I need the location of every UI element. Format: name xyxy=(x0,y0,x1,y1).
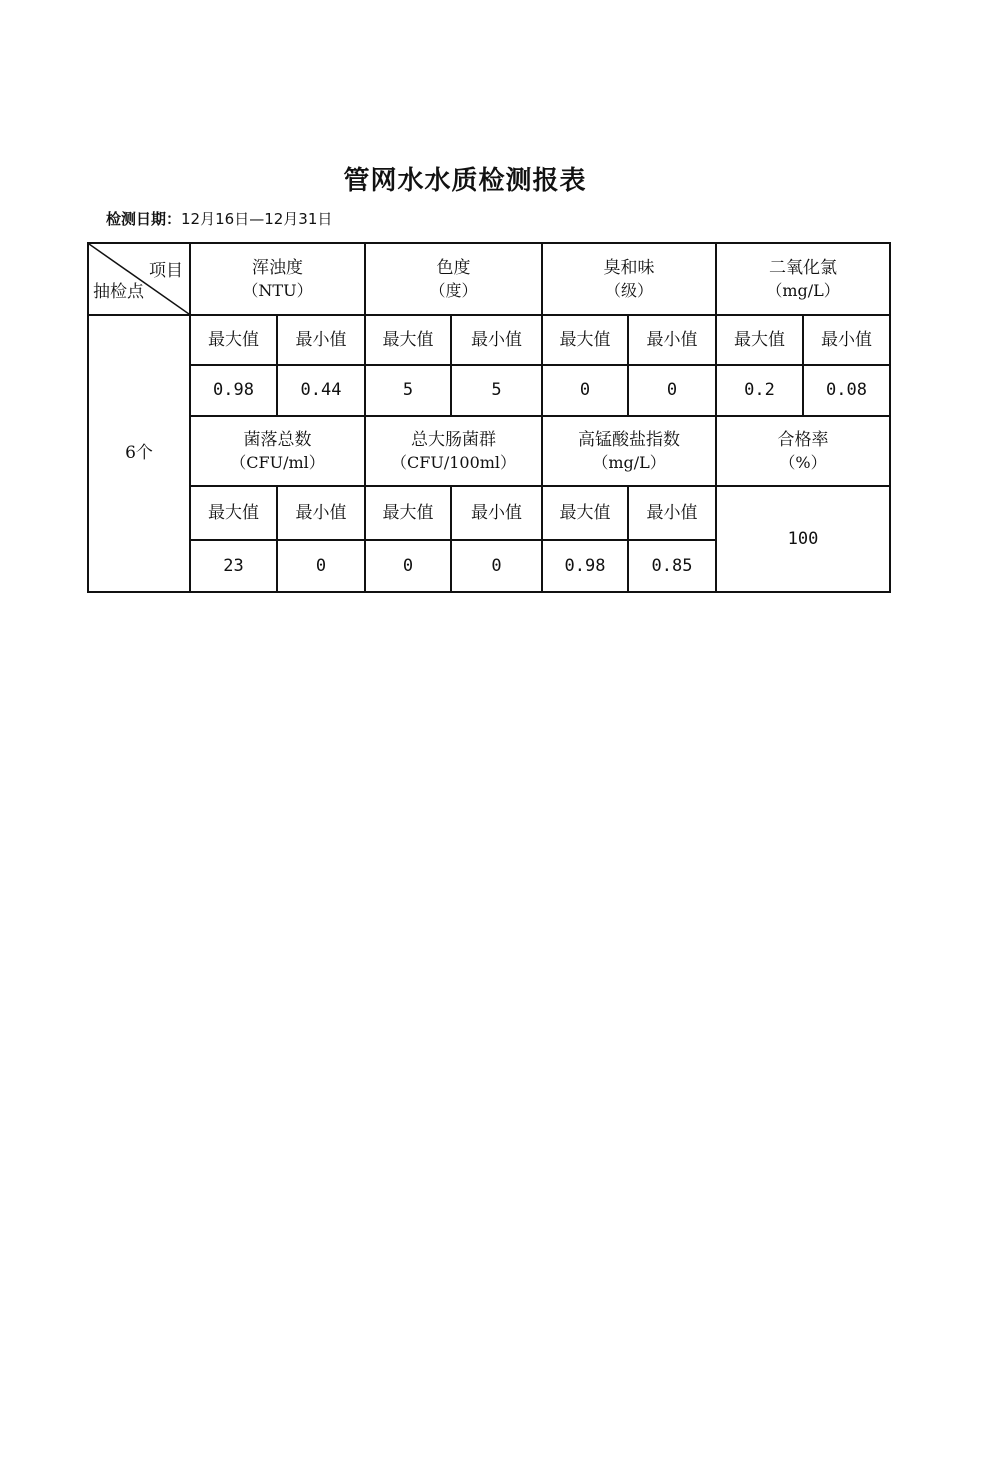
max-label: 最大值 xyxy=(716,315,803,365)
min-label: 最小值 xyxy=(628,315,716,365)
header-row-group1 xyxy=(88,243,890,315)
param-header-chroma: 色度 （度） xyxy=(365,243,542,315)
report-title: 管网水水质检测报表 xyxy=(343,166,587,196)
colony-count-max: 23 xyxy=(190,540,277,592)
min-label: 最小值 xyxy=(803,315,890,365)
param-header-permanganate-index: 高锰酸盐指数 （mg/L） xyxy=(542,416,716,486)
min-label: 最小值 xyxy=(277,315,365,365)
turbidity-max: 0.98 xyxy=(190,365,277,416)
permanganate-index-min: 0.85 xyxy=(628,540,716,592)
param-header-coliform: 总大肠菌群 （CFU/100ml） xyxy=(365,416,542,486)
turbidity-min: 0.44 xyxy=(277,365,365,416)
corner-item-label: 项目 xyxy=(149,261,183,281)
max-label: 最大值 xyxy=(542,486,628,540)
colony-count-min: 0 xyxy=(277,540,365,592)
maxmin-label-row-1 xyxy=(88,315,890,365)
max-label: 最大值 xyxy=(365,486,451,540)
chlorine-dioxide-min: 0.08 xyxy=(803,365,890,416)
header-row-group2 xyxy=(88,416,890,486)
param-header-turbidity: 浑浊度 （NTU） xyxy=(190,243,365,315)
min-label: 最小值 xyxy=(628,486,716,540)
param-header-odor: 臭和味 （级） xyxy=(542,243,716,315)
chroma-max: 5 xyxy=(365,365,451,416)
max-label: 最大值 xyxy=(365,315,451,365)
max-label: 最大值 xyxy=(542,315,628,365)
odor-min: 0 xyxy=(628,365,716,416)
corner-header-cell xyxy=(88,243,190,315)
chlorine-dioxide-max: 0.2 xyxy=(716,365,803,416)
min-label: 最小值 xyxy=(277,486,365,540)
max-label: 最大值 xyxy=(190,315,277,365)
min-label: 最小值 xyxy=(451,486,542,540)
min-label: 最小值 xyxy=(451,315,542,365)
maxmin-label-row-2 xyxy=(88,486,890,540)
param-header-colony-count: 菌落总数 （CFU/ml） xyxy=(190,416,365,486)
date-value: 12月16日—12月31日 xyxy=(181,210,333,228)
inspection-date xyxy=(106,208,332,229)
water-quality-table xyxy=(87,242,891,593)
corner-point-label: 抽检点 xyxy=(93,282,144,303)
max-label: 最大值 xyxy=(190,486,277,540)
permanganate-index-max: 0.98 xyxy=(542,540,628,592)
chroma-min: 5 xyxy=(451,365,542,416)
coliform-min: 0 xyxy=(451,540,542,592)
sample-count-cell: 6个 xyxy=(88,315,190,592)
param-header-chlorine-dioxide: 二氧化氯 （mg/L） xyxy=(716,243,890,315)
pass-rate-value: 100 xyxy=(716,486,890,592)
odor-max: 0 xyxy=(542,365,628,416)
coliform-max: 0 xyxy=(365,540,451,592)
date-label: 检测日期： xyxy=(106,210,182,228)
param-header-pass-rate: 合格率 （%） xyxy=(716,416,890,486)
values-row-1 xyxy=(88,365,890,416)
